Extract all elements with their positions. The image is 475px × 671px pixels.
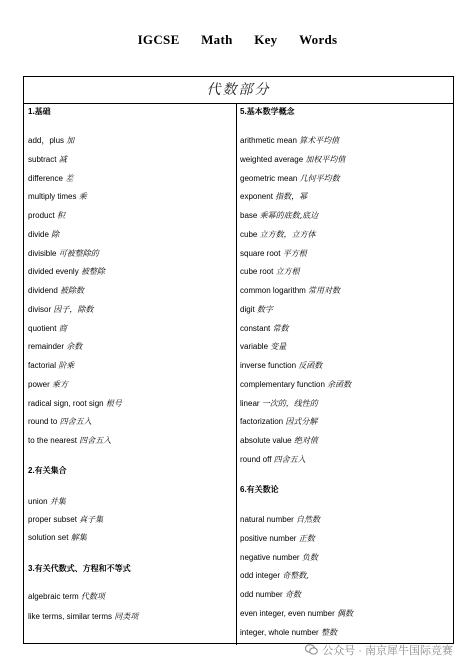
- title-word: IGCSE: [137, 32, 180, 47]
- title-word: Math: [201, 32, 233, 47]
- chinese-term: 正数: [298, 533, 315, 543]
- vocab-item: [240, 455, 306, 465]
- vocab-item: [240, 361, 322, 371]
- english-term: even integer, even number: [240, 609, 335, 618]
- vocab-item: [240, 590, 301, 600]
- vocab-item: [240, 571, 309, 581]
- chinese-term: 绝对值: [293, 436, 318, 445]
- chinese-term: 因子，除数: [53, 304, 94, 314]
- chinese-term: 反函数: [298, 361, 323, 370]
- vocab-item: [28, 174, 73, 184]
- vocab-item: [240, 609, 353, 619]
- group-heading: 5.基本数学概念: [240, 107, 295, 116]
- title-word: Words: [299, 32, 338, 47]
- vocab-item: [28, 267, 105, 277]
- vocab-item: [240, 230, 316, 240]
- english-term: to the nearest: [28, 436, 77, 445]
- chinese-term: 阶乘: [58, 361, 75, 370]
- vocab-item: [28, 399, 122, 409]
- chinese-term: 乘方: [52, 379, 69, 389]
- chinese-term: 被整除: [80, 267, 105, 277]
- english-term: exponent: [240, 192, 273, 202]
- english-term: odd integer: [240, 571, 281, 581]
- english-term: absolute value: [240, 436, 292, 445]
- vocab-item: [240, 286, 340, 296]
- vocab-item: [240, 136, 339, 146]
- vocab-item: [28, 361, 74, 371]
- english-term: geometric mean: [240, 173, 298, 183]
- english-term: constant: [240, 323, 271, 333]
- chinese-term: 被除数: [60, 286, 85, 295]
- vocab-table: [23, 76, 454, 644]
- english-term: radical sign, root sign: [28, 398, 104, 408]
- english-term: factorization: [240, 417, 284, 427]
- chinese-term: 除: [51, 229, 60, 239]
- vocab-item: [240, 342, 286, 352]
- chinese-term: 根号: [105, 398, 122, 408]
- vocab-item: [28, 417, 92, 427]
- english-term: divisible: [28, 248, 57, 258]
- english-term: odd number: [240, 590, 283, 600]
- english-term: integer, whole number: [240, 627, 319, 637]
- chinese-term: 整数: [320, 627, 337, 637]
- vocab-item: [240, 534, 315, 544]
- watermark-text: 公众号 · 南京犀牛国际竞赛: [322, 645, 453, 657]
- english-term: dividend: [28, 286, 58, 295]
- chinese-term: 奇整数,: [282, 571, 309, 581]
- english-term: inverse function: [240, 361, 297, 370]
- page-title: [0, 32, 475, 48]
- vocab-item: [28, 230, 59, 240]
- vocab-item: [28, 380, 68, 390]
- english-term: quotient: [28, 323, 57, 333]
- english-term: proper subset: [28, 515, 77, 524]
- vocab-item: [240, 380, 351, 390]
- chinese-term: 常用对数: [308, 286, 341, 295]
- section-title: 代数部分: [24, 77, 453, 104]
- chinese-term: 加: [66, 136, 75, 145]
- vocab-item: [240, 192, 307, 202]
- chinese-term: 奇数: [284, 590, 301, 600]
- chinese-term: 立方根: [275, 267, 300, 277]
- chinese-term: 同类项: [114, 612, 139, 621]
- vocab-item: [28, 286, 84, 296]
- title-word: Key: [254, 32, 278, 47]
- chinese-term: 差: [65, 173, 74, 183]
- vocab-item: [240, 436, 318, 446]
- chinese-term: 减: [58, 154, 67, 164]
- english-term: divide: [28, 229, 49, 239]
- vocab-item: [240, 174, 340, 184]
- vocab-item: [28, 136, 74, 146]
- vocab-item: [240, 628, 337, 638]
- chinese-term: 偶数: [336, 609, 353, 618]
- chinese-term: 商: [58, 323, 67, 333]
- vocab-item: [28, 533, 87, 543]
- english-term: algebraic term: [28, 592, 79, 601]
- chinese-term: 算术平均值: [299, 136, 340, 145]
- chinese-term: 一次的，线性的: [261, 398, 318, 408]
- vocab-item: [240, 267, 300, 277]
- vocab-item: [28, 249, 99, 259]
- vocab-item: [28, 515, 103, 525]
- chinese-term: 立方数，立方体: [259, 229, 316, 239]
- english-term: base: [240, 211, 258, 220]
- english-term: natural number: [240, 515, 294, 524]
- english-term: add，plus: [28, 136, 65, 145]
- english-term: remainder: [28, 342, 65, 352]
- chinese-term: 因式分解: [285, 417, 318, 427]
- english-term: variable: [240, 342, 269, 352]
- vocab-item: [28, 342, 82, 352]
- chinese-term: 几何平均数: [299, 173, 340, 183]
- vocab-item: [240, 305, 273, 315]
- group-heading: 1.基础: [28, 107, 51, 116]
- english-term: subtract: [28, 154, 57, 164]
- chinese-term: 四舍五入: [273, 454, 306, 464]
- english-term: arithmetic mean: [240, 136, 297, 145]
- english-term: difference: [28, 173, 63, 183]
- english-term: divided evenly: [28, 267, 79, 277]
- chinese-term: 加权平均值: [305, 154, 346, 164]
- vocab-item: [240, 324, 288, 334]
- group-heading: 6.有关数论: [240, 485, 279, 494]
- english-term: cube root: [240, 267, 274, 277]
- chinese-term: 乘幂的底数,底边: [259, 211, 319, 220]
- chinese-term: 负数: [301, 552, 318, 562]
- chinese-term: 余数: [66, 342, 83, 352]
- english-term: square root: [240, 248, 281, 258]
- vocab-item: [240, 155, 345, 165]
- english-term: product: [28, 211, 55, 220]
- chinese-term: 真子集: [79, 515, 104, 524]
- english-term: power: [28, 379, 50, 389]
- english-term: solution set: [28, 533, 69, 542]
- vocab-item: [28, 497, 66, 507]
- english-term: common logarithm: [240, 286, 306, 295]
- vocab-item: [28, 612, 138, 622]
- english-term: factorial: [28, 361, 57, 370]
- vocab-item: [240, 553, 318, 563]
- english-term: weighted average: [240, 154, 304, 164]
- chinese-term: 乘: [78, 192, 87, 202]
- english-term: multiply times: [28, 192, 77, 202]
- chinese-term: 并集: [49, 497, 66, 506]
- wechat-icon: [305, 644, 318, 655]
- vocab-item: [28, 592, 105, 602]
- english-term: cube: [240, 229, 258, 239]
- group-heading: 2.有关集合: [28, 466, 67, 475]
- vocab-item: [28, 305, 93, 315]
- vocab-item: [28, 155, 67, 165]
- english-term: positive number: [240, 533, 297, 543]
- chinese-term: 解集: [70, 533, 87, 542]
- chinese-term: 四舍五入: [79, 436, 112, 445]
- watermark: [305, 642, 453, 658]
- column-divider: [236, 104, 237, 645]
- chinese-term: 四舍五入: [59, 417, 92, 427]
- vocab-item: [240, 515, 320, 525]
- english-term: linear: [240, 398, 260, 408]
- chinese-term: 数字: [256, 304, 273, 314]
- english-term: round off: [240, 454, 272, 464]
- english-term: digit: [240, 304, 255, 314]
- vocab-item: [28, 211, 65, 221]
- vocab-item: [240, 249, 307, 259]
- chinese-term: 指数，幂: [275, 192, 308, 202]
- vocab-item: [28, 324, 67, 334]
- group-heading: 3.有关代数式、方程和不等式: [28, 564, 131, 573]
- english-term: round to: [28, 417, 58, 427]
- chinese-term: 平方根: [282, 248, 307, 258]
- vocab-item: [240, 211, 318, 221]
- vocab-item: [240, 417, 317, 427]
- chinese-term: 自然数: [296, 515, 321, 524]
- chinese-term: 余函数: [327, 379, 352, 389]
- english-term: negative number: [240, 552, 300, 562]
- english-term: union: [28, 497, 48, 506]
- chinese-term: 积: [56, 211, 65, 220]
- english-term: divisor: [28, 304, 52, 314]
- chinese-term: 代数项: [80, 592, 105, 601]
- english-term: like terms, similar terms: [28, 612, 113, 621]
- chinese-term: 可被整除的: [58, 248, 99, 258]
- vocab-item: [240, 399, 318, 409]
- chinese-term: 变量: [270, 342, 287, 352]
- vocab-item: [28, 436, 111, 446]
- chinese-term: 常数: [272, 323, 289, 333]
- vocab-item: [28, 192, 87, 202]
- english-term: complementary function: [240, 379, 325, 389]
